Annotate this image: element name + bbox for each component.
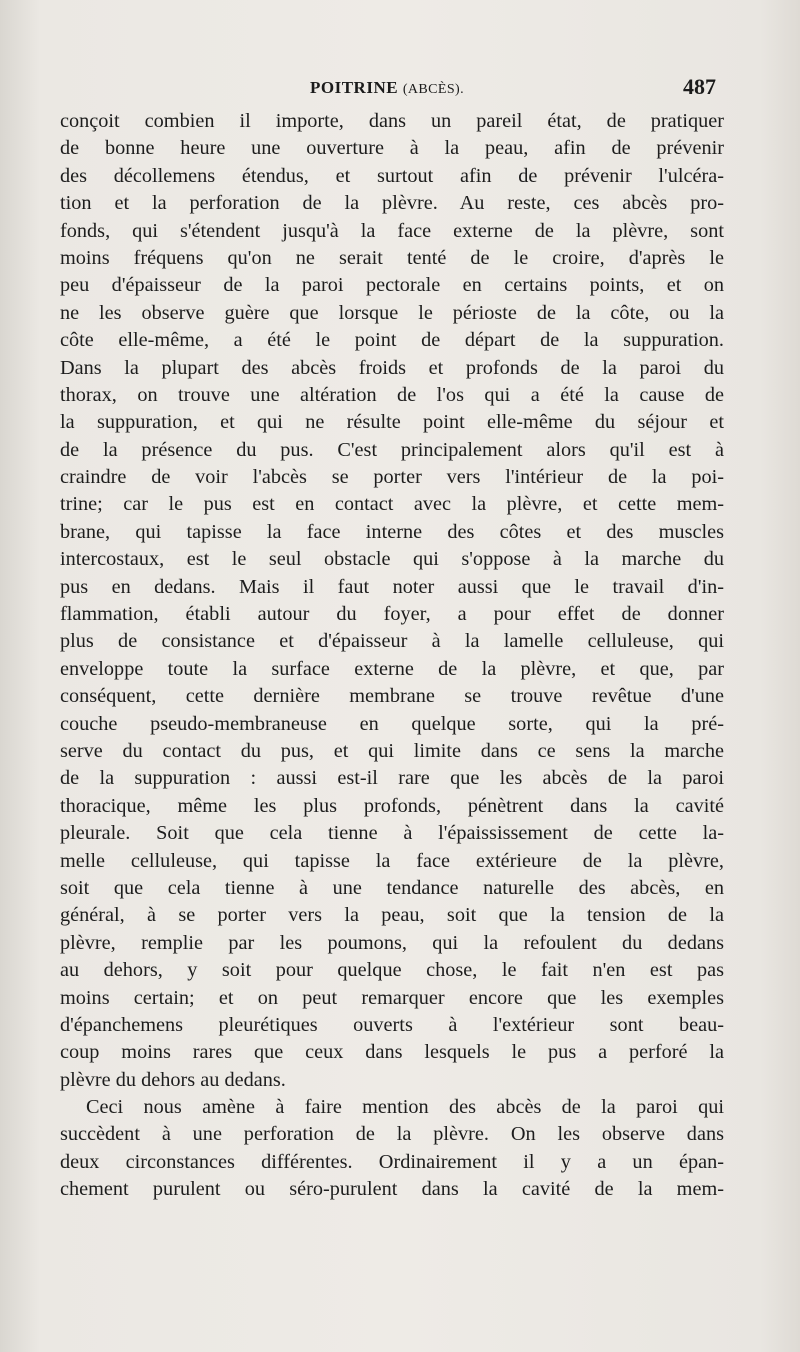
text-line: de bonne heure une ouverture à la peau, afin de prévenir — [60, 137, 724, 160]
text-line: craindre de voir l'abcès se porter vers l'intérieur de la poi- — [60, 466, 724, 489]
text-line: conçoit combien il importe, dans un pareil état, de pratiquer — [60, 110, 724, 132]
text-line: thorax, on trouve une altération de l'os qui a été la cause de — [60, 383, 724, 406]
text-line: coup moins rares que ceux dans lesquels le pus a perforé la — [60, 1041, 724, 1064]
text-line: peu d'épaisseur de la paroi pectorale en certains points, et on — [60, 274, 724, 297]
text-line: Ceci nous amène à faire mention des abcès de la paroi qui — [86, 1096, 724, 1119]
text-line: pus en dedans. Mais il faut noter aussi que le travail d'in- — [60, 575, 724, 598]
text-line: fonds, qui s'étendent jusqu'à la face externe de la plèvre, sont — [60, 219, 724, 242]
running-head — [310, 78, 464, 98]
text-line: de la présence du pus. C'est principalement alors qu'il est à — [60, 438, 724, 461]
text-line: trine; car le pus est en contact avec la plèvre, et cette mem- — [60, 493, 724, 516]
text-line: chement purulent ou séro-purulent dans la cavité de la mem- — [60, 1178, 724, 1201]
page-number: 487 — [683, 74, 716, 99]
page-header — [0, 74, 800, 104]
text-line: au dehors, y soit pour quelque chose, le fait n'en est pas — [60, 959, 724, 982]
paragraph-1 — [60, 108, 724, 1094]
text-line: couche pseudo-membraneuse en quelque sorte, qui la pré- — [60, 712, 724, 735]
text-line: intercostaux, est le seul obstacle qui s'oppose à la marche du — [60, 548, 724, 571]
text-line: deux circonstances différentes. Ordinairement il y a un épan- — [60, 1150, 724, 1173]
text-line: moins certain; et on peut remarquer encore que les exemples — [60, 986, 724, 1009]
text-line: général, à se porter vers la peau, soit que la tension de la — [60, 904, 724, 927]
text-line: ne les observe guère que lorsque le périoste de la côte, ou la — [60, 301, 724, 324]
text-line: melle celluleuse, qui tapisse la face extérieure de la plèvre, — [60, 849, 724, 872]
text-line: Dans la plupart des abcès froids et profonds de la paroi du — [60, 356, 724, 379]
text-line: de la suppuration : aussi est-il rare que les abcès de la paroi — [60, 767, 724, 790]
text-line: d'épanchemens pleurétiques ouverts à l'extérieur sont beau- — [60, 1013, 724, 1036]
text-line: des décollemens étendus, et surtout afin de prévenir l'ulcéra- — [60, 164, 724, 187]
running-head-subtitle: (ABCÈS). — [402, 82, 464, 97]
text-line: serve du contact du pus, et qui limite dans ce sens la marche — [60, 739, 724, 762]
text-line: pleurale. Soit que cela tienne à l'épaississement de cette la- — [60, 822, 724, 845]
text-line: moins fréquens qu'on ne serait tenté de le croire, d'après le — [60, 246, 724, 269]
text-line: côte elle-même, a été le point de départ de la suppuration. — [60, 329, 724, 352]
text-line: enveloppe toute la surface externe de la plèvre, et que, par — [60, 657, 724, 680]
text-line: tion et la perforation de la plèvre. Au reste, ces abcès pro- — [60, 192, 724, 215]
text-line: plus de consistance et d'épaisseur à la lamelle celluleuse, qui — [60, 630, 724, 653]
text-line: succèdent à une perforation de la plèvre. On les observe dans — [60, 1123, 724, 1146]
running-head-title: POITRINE — [310, 78, 399, 97]
text-line: plèvre, remplie par les poumons, qui la refoulent du dedans — [60, 931, 724, 954]
text-line: la suppuration, et qui ne résulte point elle-même du séjour et — [60, 411, 724, 434]
text-line: thoracique, même les plus profonds, pénètrent dans la cavité — [60, 794, 724, 817]
text-line: flammation, établi autour du foyer, a pour effet de donner — [60, 603, 724, 626]
body-text — [60, 108, 724, 1204]
paragraph-2 — [60, 1094, 724, 1204]
text-line: soit que cela tienne à une tendance naturelle des abcès, en — [60, 876, 724, 899]
text-line: conséquent, cette dernière membrane se trouve revêtue d'une — [60, 685, 724, 708]
text-line: brane, qui tapisse la face interne des côtes et des muscles — [60, 520, 724, 543]
text-line: plèvre du dehors au dedans. — [60, 1068, 286, 1091]
